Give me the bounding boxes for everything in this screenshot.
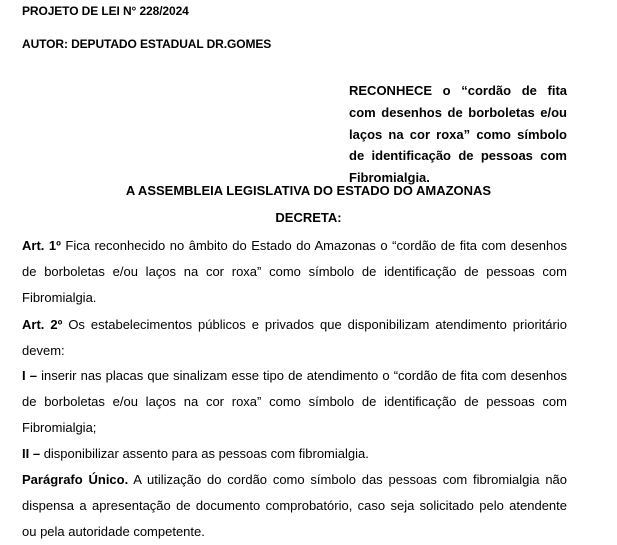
bill-number: PROJETO DE LEI N° 228/2024 [22, 4, 189, 18]
item-ii-text: disponibilizar assento para as pessoas com fibromialgia. [40, 446, 369, 461]
bill-summary: RECONHECE o “cordão de fita com desenhos de borboletas e/ou laços na cor roxa” como símbolo de identificação de pessoas com Fibromialgia. [349, 83, 567, 186]
sole-paragraph-label: Parágrafo Único. [22, 472, 129, 487]
assembly-title: A ASSEMBLEIA LEGISLATIVA DO ESTADO DO AMAZONAS [125, 183, 492, 198]
item-ii [22, 441, 567, 467]
bill-author: AUTOR: DEPUTADO ESTADUAL DR.GOMES [22, 37, 272, 51]
item-i-label: I – [22, 368, 37, 383]
article-1-text: Fica reconhecido no âmbito do Estado do Amazonas o “cordão de fita com desenhos de borboletas e/ou laços na cor roxa” como símbolo de identificação de pessoas com Fibromialgia. [22, 238, 567, 305]
article-1-label: Art. 1º [22, 238, 61, 253]
article-2-label: Art. 2º [22, 317, 63, 332]
sole-paragraph-text: A utilização do cordão como símbolo das pessoas com fibromialgia não dispensa a apresentação de documento comprobatório, caso seja solicitado pelo atendente ou pela autoridade competente. [22, 472, 568, 539]
sole-paragraph [22, 467, 567, 545]
item-ii-label: II – [22, 446, 41, 461]
article-1 [22, 233, 567, 311]
item-i-text: inserir nas placas que sinalizam esse tipo de atendimento o “cordão de fita com desenhos de borboletas e/ou laços na cor roxa” como símbolo de identificação de pessoas com Fibromialgia; [22, 368, 567, 435]
article-2-text: Os estabelecimentos públicos e privados que disponibilizam atendimento prioritário devem: [22, 317, 567, 358]
item-i [22, 363, 567, 441]
decree-heading: DECRETA: [275, 210, 342, 225]
article-2 [22, 312, 567, 364]
